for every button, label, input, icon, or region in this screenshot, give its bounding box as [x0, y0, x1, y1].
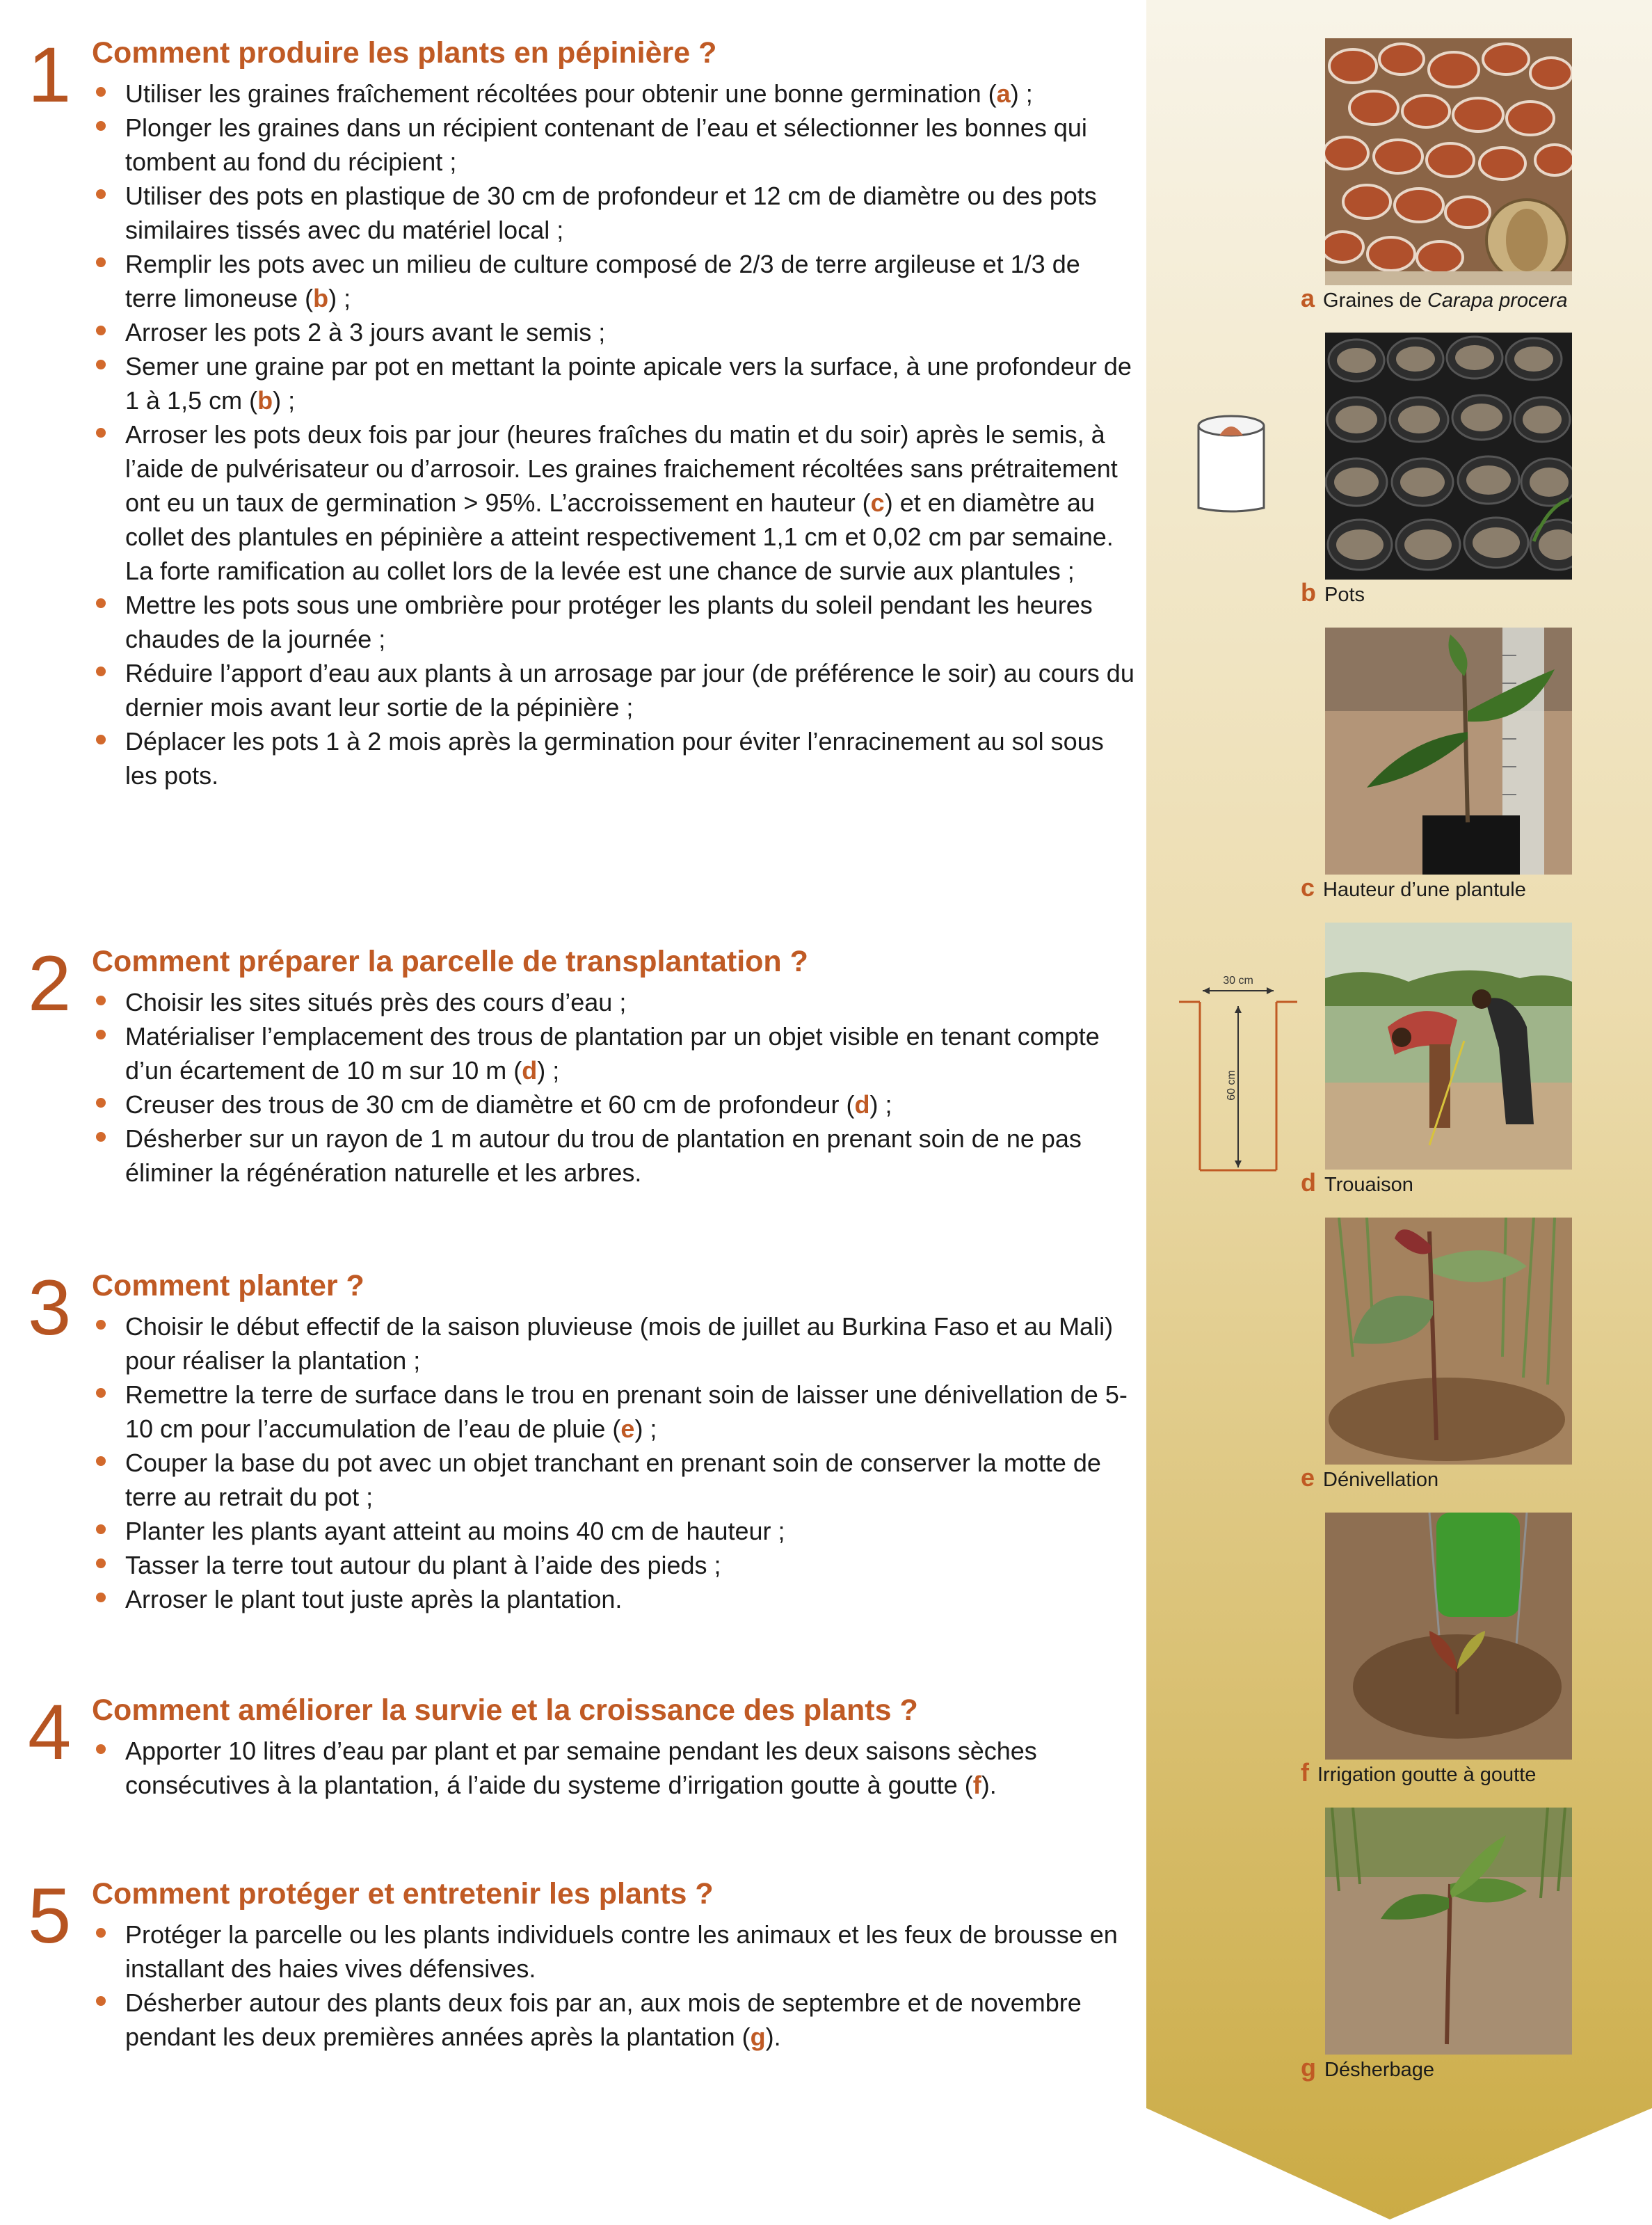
bullet-text-end: ) et en diamètre au collet des plantules en pépinière a atteint respectivement 1,1 cm et 0,02 cm par semaine. La forte ramification au collet lors de la levée est une chance de survie aux plantules ;: [125, 488, 1114, 585]
caption-c: [1301, 873, 1526, 902]
bullet-item: [92, 588, 1135, 656]
bullet-item: [92, 1986, 1135, 2054]
caption-species: Carapa procera: [1427, 289, 1568, 312]
bullet-list: [92, 1917, 1135, 2054]
photo-reference: d: [854, 1090, 870, 1119]
bullet-dot: [96, 189, 106, 199]
bullet-text: Plonger les graines dans un récipient contenant de l’eau et sélectionner les bonnes qui tombent au fond du récipient ;: [125, 113, 1087, 176]
bullet-dot: [96, 1744, 106, 1754]
bullet-text: Couper la base du pot avec un objet tranchant en prenant soin de conserver la motte de terre au retrait du pot ;: [125, 1449, 1101, 1511]
bullet-dot: [96, 1593, 106, 1602]
section-1: [28, 31, 1134, 885]
bullet-dot: [96, 1558, 106, 1568]
bullet-item: [92, 179, 1135, 247]
photo-depression: [1325, 1218, 1572, 1465]
bullet-text-end: ).: [765, 2023, 781, 2051]
photo-reference: b: [313, 284, 329, 312]
section-5: [28, 1872, 1118, 2058]
bullet-dot: [96, 326, 106, 335]
bullet-text-end: ).: [981, 1771, 997, 1799]
bullet-text-end: ) ;: [869, 1090, 892, 1119]
section-title: Comment planter ?: [92, 1269, 364, 1302]
bullet-dot: [96, 1996, 106, 2006]
photo-reference: a: [996, 79, 1011, 108]
bullet-item: [92, 1917, 1135, 1986]
photo-weeding: [1325, 1808, 1572, 2055]
hole-width-label: 30 cm: [1223, 975, 1253, 987]
caption-letter: f: [1301, 1758, 1309, 1787]
bullet-dot: [96, 1388, 106, 1398]
bullet-dot: [96, 1098, 106, 1108]
bullet-text: Désherber autour des plants deux fois par an, aux mois de septembre et de novembre pendant les deux premières années après la plantation (: [125, 1988, 1082, 2051]
bullet-item: [92, 1378, 1135, 1446]
bullet-text-end: ) ;: [634, 1414, 657, 1443]
caption-letter: e: [1301, 1463, 1315, 1492]
bullet-text: Désherber sur un rayon de 1 m autour du trou de plantation en prenant soin de ne pas éliminer la régénération naturelle et les arbres.: [125, 1124, 1082, 1187]
photo-drip-irrigation: [1325, 1513, 1572, 1760]
bullet-text: Utiliser les graines fraîchement récoltées pour obtenir une bonne germination (: [125, 79, 997, 108]
bullet-dot: [96, 735, 106, 744]
bullet-item: [92, 1734, 1135, 1802]
bullet-dot: [96, 360, 106, 369]
caption-letter: b: [1301, 578, 1316, 607]
caption-e: [1301, 1463, 1438, 1492]
caption-text: Trouaison: [1324, 1174, 1413, 1196]
bullet-item: [92, 77, 1135, 111]
bullet-text-end: ) ;: [1010, 79, 1033, 108]
bullet-item: [92, 315, 1135, 349]
caption-letter: d: [1301, 1168, 1316, 1197]
caption-f: [1301, 1758, 1536, 1787]
photo-reference: g: [750, 2023, 766, 2051]
section-3: [28, 1264, 1128, 1631]
bullet-text-end: ) ;: [273, 386, 296, 415]
bullet-dot: [96, 87, 106, 97]
bullet-dot: [96, 1928, 106, 1938]
bullet-text: Semer une graine par pot en mettant la pointe apicale vers la surface, à une profondeur de 1 à 1,5 cm (: [125, 352, 1132, 415]
caption-letter: c: [1301, 873, 1315, 902]
bullet-dot: [96, 1320, 106, 1330]
bullet-text-end: ) ;: [537, 1056, 560, 1085]
photo-reference: b: [257, 386, 273, 415]
caption-text: Désherbage: [1324, 2059, 1434, 2081]
photo-seedling-height: [1325, 628, 1572, 875]
bullet-text: Tasser la terre tout autour du plant à l’aide des pieds ;: [125, 1551, 721, 1579]
bullet-item: [92, 349, 1135, 417]
bullet-dot: [96, 1030, 106, 1039]
bullet-text: Mettre les pots sous une ombrière pour protéger les plants du soleil pendant les heures chaudes de la journée ;: [125, 591, 1093, 653]
bullet-item: [92, 1514, 1135, 1548]
bullet-text: Remettre la terre de surface dans le trou en prenant soin de laisser une dénivellation de 5-10 cm pour l’accumulation de l’eau de pluie (: [125, 1380, 1128, 1443]
bullet-text: Choisir les sites situés près des cours d’eau ;: [125, 988, 627, 1016]
bullet-item: [92, 1548, 1135, 1582]
photo-reference: e: [620, 1414, 635, 1443]
section-title: Comment produire les plants en pépinière ?: [92, 36, 717, 70]
bullet-text: Choisir le début effectif de la saison pluvieuse (mois de juillet au Burkina Faso et au Mali) pour réaliser la plantation ;: [125, 1312, 1114, 1375]
bullet-text: Arroser les pots deux fois par jour (heures fraîches du matin et du soir) après le semis, à l’aide de pulvérisateur ou d’arrosoir. Les graines fraichement récoltées sans prétraitement ont eu un taux de germination > 95%. L’accroissement en hauteur (: [125, 420, 1118, 517]
bullet-text: Réduire l’apport d’eau aux plants à un arrosage par jour (de préférence le soir) au cours du dernier mois avant leur sortie de la pépinière ;: [125, 659, 1134, 721]
bullet-item: [92, 111, 1135, 179]
bullet-item: [92, 985, 1135, 1019]
section-number: 1: [28, 31, 72, 118]
bullet-dot: [96, 1524, 106, 1534]
bullet-text: Arroser le plant tout juste après la plantation.: [125, 1585, 623, 1613]
section-number: 4: [28, 1689, 72, 1776]
bullet-text: Protéger la parcelle ou les plants individuels contre les animaux et les feux de brousse en installant des haies vives défensives.: [125, 1920, 1118, 1983]
bullet-item: [92, 1446, 1135, 1514]
bullet-dot: [96, 598, 106, 608]
hole-depth-label: 60 cm: [1226, 1070, 1237, 1101]
bullet-dot: [96, 1456, 106, 1466]
bullet-item: [92, 656, 1135, 724]
bullet-item: [92, 1309, 1135, 1378]
caption-text: Graines de: [1323, 289, 1427, 312]
bullet-text-end: ) ;: [328, 284, 351, 312]
bullet-list: [92, 1309, 1135, 1616]
bullet-text: Matérialiser l’emplacement des trous de plantation par un objet visible en tenant compte d’un écartement de 10 m sur 10 m (: [125, 1022, 1100, 1085]
bullet-item: [92, 724, 1135, 792]
bullet-dot: [96, 257, 106, 267]
caption-text: Pots: [1324, 584, 1365, 606]
bullet-text: Arroser les pots 2 à 3 jours avant le semis ;: [125, 318, 606, 346]
bullet-item: [92, 1122, 1135, 1190]
caption-letter: a: [1301, 284, 1315, 312]
planting-hole-diagram: [1179, 974, 1297, 1183]
caption-letter: g: [1301, 2053, 1316, 2082]
section-title: Comment protéger et entretenir les plants ?: [92, 1877, 714, 1911]
photo-reference: d: [522, 1056, 538, 1085]
photo-digging: [1325, 923, 1572, 1170]
bullet-dot: [96, 667, 106, 676]
section-title: Comment améliorer la survie et la croissance des plants ?: [92, 1693, 918, 1727]
bullet-dot: [96, 121, 106, 131]
bullet-list: [92, 1734, 1135, 1802]
caption-b: [1301, 578, 1365, 607]
caption-text: Hauteur d’une plantule: [1323, 879, 1526, 901]
bullet-item: [92, 1019, 1135, 1087]
section-2: [28, 940, 1113, 1223]
bullet-text: Creuser des trous de 30 cm de diamètre et 60 cm de profondeur (: [125, 1090, 855, 1119]
caption-text: Dénivellation: [1323, 1469, 1439, 1491]
pot-icon: [1193, 410, 1269, 515]
bullet-item: [92, 247, 1135, 315]
bullet-dot: [96, 996, 106, 1005]
section-number: 2: [28, 940, 72, 1027]
bullet-dot: [96, 1132, 106, 1142]
bullet-text: Planter les plants ayant atteint au moins 40 cm de hauteur ;: [125, 1517, 785, 1545]
bullet-item: [92, 1087, 1135, 1122]
bullet-text: Déplacer les pots 1 à 2 mois après la germination pour éviter l’enracinement au sol sous les pots.: [125, 727, 1104, 790]
photo-reference: c: [870, 488, 885, 517]
section-4: [28, 1689, 1113, 1833]
caption-a: [1301, 284, 1567, 313]
caption-d: [1301, 1168, 1413, 1197]
bullet-text: Apporter 10 litres d’eau par plant et par semaine pendant les deux saisons sèches consécutives à la plantation, á l’aide du systeme d’irrigation goutte à goutte (: [125, 1737, 1037, 1799]
bullet-list: [92, 77, 1135, 792]
section-number: 5: [28, 1872, 72, 1959]
section-number: 3: [28, 1264, 72, 1351]
caption-g: [1301, 2053, 1434, 2082]
bullet-text: Remplir les pots avec un milieu de culture composé de 2/3 de terre argileuse et 1/3 de terre limoneuse (: [125, 250, 1080, 312]
bullet-text: Utiliser des pots en plastique de 30 cm de profondeur et 12 cm de diamètre ou des pots similaires tissés avec du matériel local ;: [125, 182, 1097, 244]
caption-text: Irrigation goutte à goutte: [1317, 1764, 1537, 1786]
section-title: Comment préparer la parcelle de transplantation ?: [92, 945, 808, 978]
photo-pots: [1325, 333, 1572, 580]
photo-reference: f: [972, 1771, 981, 1799]
bullet-item: [92, 1582, 1135, 1616]
bullet-list: [92, 985, 1135, 1190]
bullet-dot: [96, 428, 106, 438]
bullet-item: [92, 417, 1135, 588]
photo-seeds: [1325, 38, 1572, 285]
